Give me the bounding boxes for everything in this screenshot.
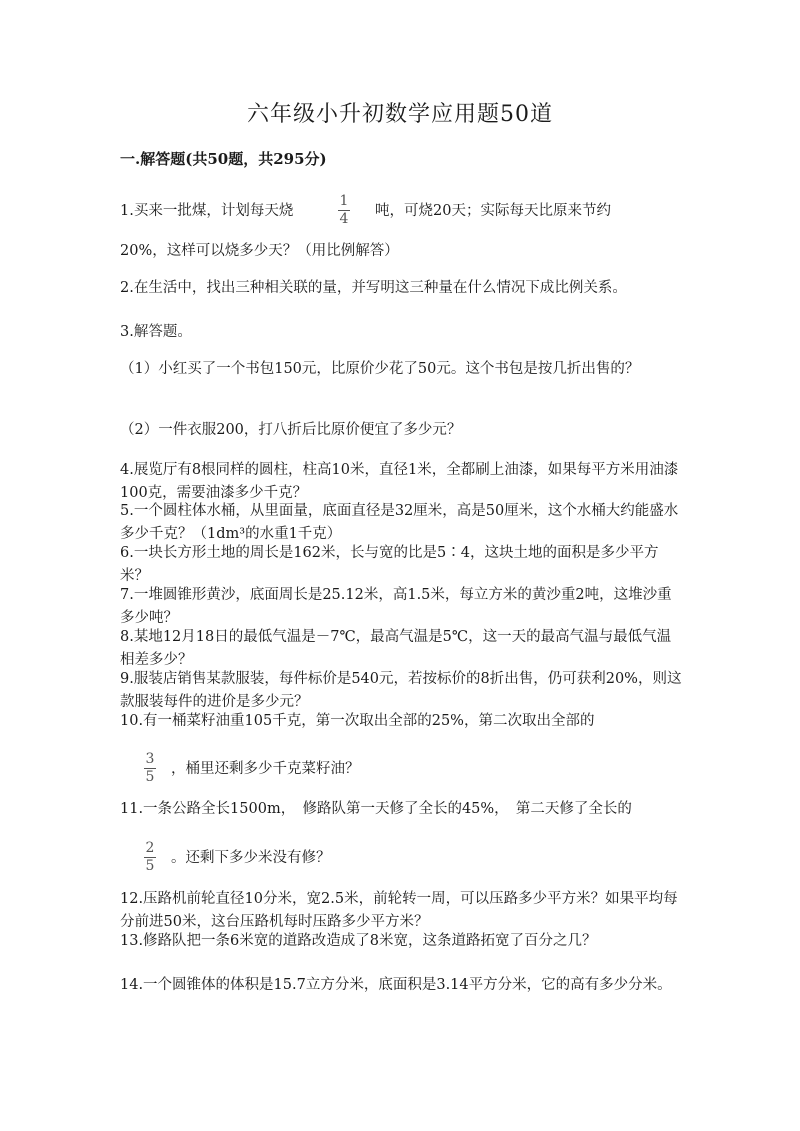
question-3-part-2: （2）一件衣服200，打八折后比原价便宜了多少元？	[120, 422, 462, 438]
q10-fraction	[141, 752, 159, 785]
question-3: 3.解答题。	[120, 324, 192, 340]
q10-text-line2: ，桶里还剩多少千克菜籽油？	[171, 761, 360, 777]
question-14: 14.一个圆锥体的体积是15.7立方分米，底面积是3.14平方分米，它的高有多少分米。	[120, 977, 672, 993]
q1-text-pre: 1.买来一批煤，计划每天烧	[120, 203, 294, 219]
q1-fraction	[335, 194, 353, 227]
q11-fraction	[141, 841, 159, 874]
question-9: 9.服装店销售某款服装，每件标价是540元，若按标价的8折出售，仍可获利20%，则这款服装每件的进价是多少元？	[120, 671, 682, 710]
question-13: 13.修路队把一条6米宽的道路改造成了8米宽，这条道路拓宽了百分之几？	[120, 933, 597, 949]
q1-text-post: 吨，可烧20天；实际每天比原来节约	[375, 203, 611, 219]
page-title: 六年级小升初数学应用题50道	[247, 102, 553, 127]
q1-text-line2: 20%，这样可以烧多少天？（用比例解答）	[120, 243, 399, 259]
question-2: 2.在生活中，找出三种相关联的量，并写明这三种量在什么情况下成比例关系。	[120, 280, 627, 296]
q11-text-line1: 11.一条公路全长1500m， 修路队第一天修了全长的45%， 第二天修了全长的	[120, 801, 632, 817]
q11-text-line2: 。还剩下多少米没有修？	[171, 850, 331, 866]
question-4: 4.展览厅有8根同样的圆柱，柱高10米，直径1米，全都刷上油漆，如果每平方米用油漆100克，需要油漆多少千克？	[120, 462, 679, 501]
section-heading: 一.解答题(共50题，共295分)	[120, 150, 327, 168]
q11-fraction-numerator: 2	[145, 840, 155, 856]
question-8: 8.某地12月18日的最低气温是－7℃，最高气温是5℃，这一天的最高气温与最低气温相差多少？	[120, 629, 672, 668]
question-12: 12.压路机前轮直径10分米，宽2.5米，前轮转一周，可以压路多少平方米？如果平均每分前进50米，这台压路机每时压路多少平方米？	[120, 891, 678, 930]
q11-fraction-denominator: 5	[145, 858, 155, 874]
q1-fraction-numerator: 1	[339, 193, 349, 209]
question-7: 7.一堆圆锥形黄沙，底面周长是25.12米，高1.5米，每立方米的黄沙重2吨，这堆沙重多少吨？	[120, 587, 672, 626]
q10-fraction-numerator: 3	[145, 751, 155, 767]
question-5: 5.一个圆柱体水桶，从里面量，底面直径是32厘米，高是50厘米，这个水桶大约能盛水多少千克？（1dm³的水重1千克）	[120, 503, 679, 542]
q1-fraction-denominator: 4	[339, 211, 349, 227]
q10-text-line1: 10.有一桶菜籽油重105千克，第一次取出全部的25%，第二次取出全部的	[120, 713, 595, 729]
q10-fraction-denominator: 5	[145, 769, 155, 785]
question-3-part-1: （1）小红买了一个书包150元，比原价少花了50元。这个书包是按几折出售的？	[120, 361, 640, 377]
question-6: 6.一块长方形土地的周长是162米，长与宽的比是5∶4，这块土地的面积是多少平方米？	[120, 545, 659, 584]
